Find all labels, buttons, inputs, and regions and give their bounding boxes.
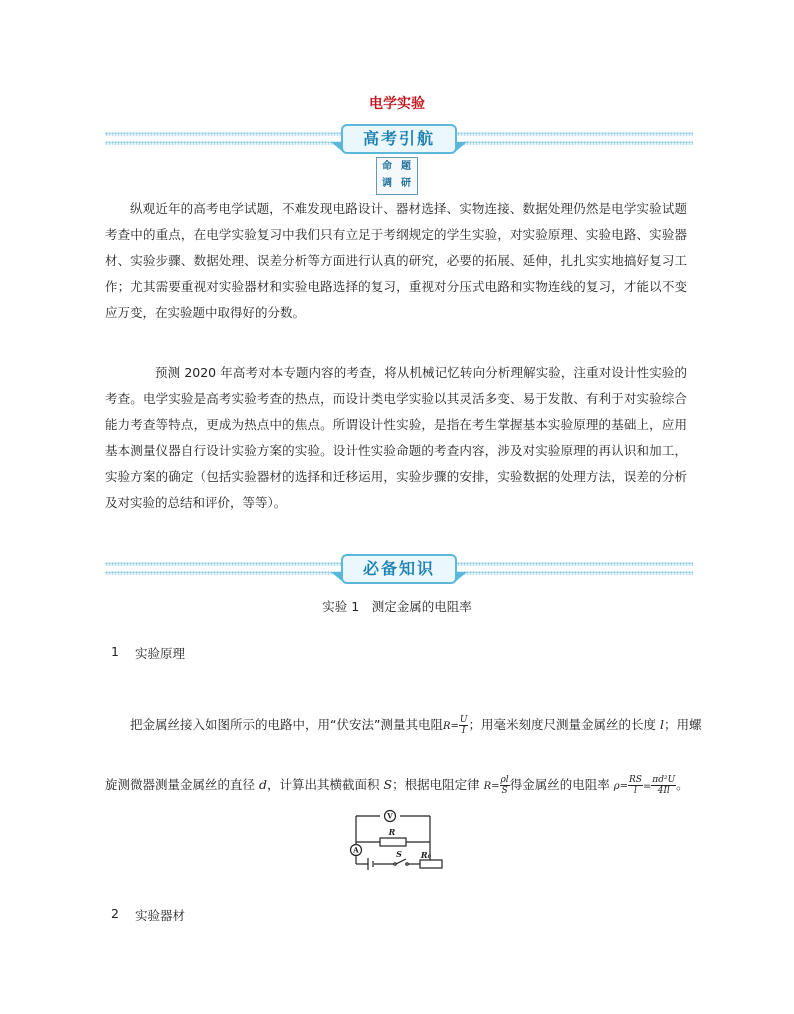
line2-text-d: 得金属丝的电阻率 bbox=[509, 777, 610, 792]
fraction-rs-over-l bbox=[628, 775, 643, 796]
banner2-dots-right-top bbox=[457, 562, 693, 566]
section-2-number: 2 bbox=[111, 906, 119, 921]
line2-rho-eq: ρ= bbox=[613, 781, 628, 792]
banner2-dots-right-bottom bbox=[457, 571, 693, 575]
banner-bibei-zhishi bbox=[105, 554, 693, 588]
line1-text-a: 把金属丝接入如图所示的电路中，用“伏安法”测量其电阻 bbox=[130, 717, 443, 732]
section-1-number: 1 bbox=[111, 644, 119, 659]
frac3-denominator: 4Il bbox=[657, 786, 670, 796]
line2-eq2: = bbox=[642, 781, 652, 792]
fraction-pi-d2-u-over-4il bbox=[651, 775, 676, 796]
switch-contact-left bbox=[394, 863, 396, 865]
circuit-diagram bbox=[344, 806, 444, 874]
resistor-r-label: R bbox=[388, 827, 396, 837]
frac1-denominator: S bbox=[501, 786, 508, 796]
line1-var-l: l bbox=[659, 717, 664, 732]
line2-text-c: ；根据电阻定律 bbox=[392, 777, 480, 792]
badge-char-3: 调 bbox=[382, 178, 392, 189]
frac3-numerator: πd²U bbox=[652, 775, 676, 785]
principle-line-2 bbox=[105, 770, 695, 802]
switch-label: S bbox=[396, 849, 402, 859]
frac2-numerator: RS bbox=[628, 775, 642, 785]
banner-dots-right-bottom bbox=[457, 141, 693, 145]
line1-text-b: ；用毫米刻度尺测量金属丝的长度 bbox=[468, 717, 656, 732]
banner2-dots-left-bottom bbox=[105, 571, 341, 575]
line1-r-eq: R= bbox=[442, 721, 459, 732]
switch-blade bbox=[396, 859, 406, 864]
banner-dots-right-top bbox=[457, 132, 693, 136]
line2-var-d: d bbox=[259, 777, 268, 792]
line2-text-a: 旋测微器测量金属丝的直径 bbox=[105, 777, 256, 792]
badge-mingti-diaoyan bbox=[376, 157, 418, 195]
banner-label: 高考引航 bbox=[341, 124, 457, 154]
resistor-r bbox=[380, 838, 406, 846]
badge-char-2: 题 bbox=[401, 161, 411, 172]
switch-contact-right bbox=[406, 863, 408, 865]
ammeter-label: A bbox=[353, 845, 359, 855]
badge-char-1: 命 bbox=[382, 161, 392, 172]
section-2-label: 实验器材 bbox=[135, 908, 186, 923]
line2-r-eq: R= bbox=[483, 781, 500, 792]
banner-dots-left-bottom bbox=[105, 141, 341, 145]
fraction-rho-l-over-s bbox=[500, 775, 510, 796]
banner2-label: 必备知识 bbox=[341, 554, 457, 584]
paragraph-intro: 纵观近年的高考电学试题，不难发现电路设计、器材选择、实物连接、数据处理仍然是电学实验试题考查中的重点，在电学实验复习中我们只有立足于考纲规定的学生实验，对实验原理、实验电路、实验器材、实验步骤、数据处理、误差分析等方面进行认真的研究，必要的拓展、延伸，扎扎实实地搞好复习工作；尤其需要重视对实验器材和实验电路选择的复习，重视对分压式电路和实物连线的复习，才能以不变应万变，在实验题中取得好的分数。 bbox=[105, 201, 687, 320]
line2-var-s: S bbox=[383, 777, 393, 792]
line2-end: 。 bbox=[676, 777, 689, 792]
line1-text-c: ；用螺 bbox=[663, 717, 702, 732]
badge-char-4: 研 bbox=[401, 178, 411, 189]
frac1-numerator: ρl bbox=[500, 775, 509, 785]
line2-text-b: ，计算出其横截面积 bbox=[267, 777, 380, 792]
rheostat-label: R₀ bbox=[420, 850, 432, 860]
banner-dots-left-top bbox=[105, 132, 341, 136]
voltmeter-label: V bbox=[387, 811, 393, 821]
paragraph-forecast: 预测 2020 年高考对本专题内容的考查，将从机械记忆转向分析理解实验，注重对设计性实验的考查。电学实验是高考实验考查的热点，而设计类电学实验以其灵活多变、易于发散、有利于对实验综合能力考查等特点，更成为热点中的焦点。所谓设计性实验，是指在考生掌握基本实验原理的基础上，应用基本测量仪器自行设计实验方案的实验。设计性实验命题的考查内容，涉及对实验原理的再认识和加工，实验方案的确定（包括实验器材的选择和迁移运用，实验步骤的安排，实验数据的处理方法，误差的分析及对实验的总结和评价，等等）。 bbox=[105, 365, 687, 510]
frac2-denominator: l bbox=[633, 786, 637, 796]
banner2-dots-left-top bbox=[105, 562, 341, 566]
section-1-label: 实验原理 bbox=[135, 646, 186, 661]
frac-numerator-u: U bbox=[459, 715, 468, 725]
document-title: 电学实验 bbox=[369, 96, 425, 112]
rheostat-r0 bbox=[420, 860, 442, 868]
experiment-title: 实验 1 测定金属的电阻率 bbox=[322, 599, 472, 614]
principle-line-1 bbox=[130, 710, 702, 742]
frac-denominator-i: I bbox=[461, 726, 466, 736]
